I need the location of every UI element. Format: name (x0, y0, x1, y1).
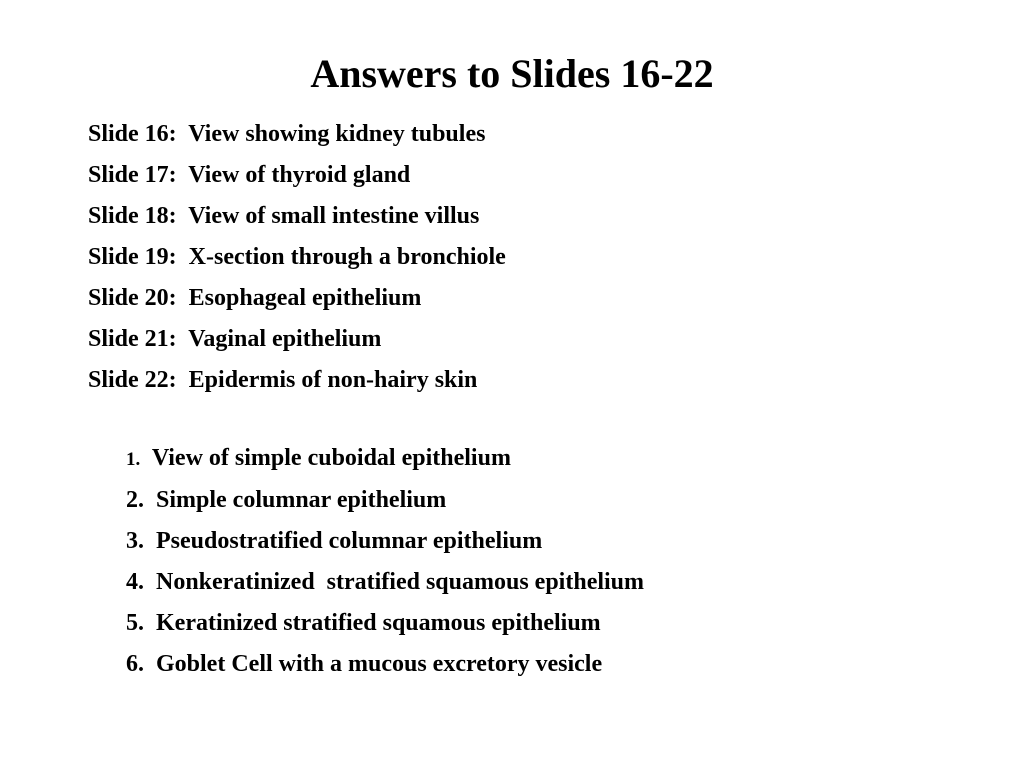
answer-item: Slide 19: X-section through a bronchiole (88, 244, 506, 270)
term-item (126, 562, 644, 603)
term-number: 4. (126, 569, 144, 595)
term-number: 1. (126, 449, 141, 470)
term-text: Goblet Cell with a mucous excretory vesicle (144, 651, 603, 677)
term-item (126, 438, 644, 480)
answer-item: Slide 18: View of small intestine villus (88, 203, 480, 229)
term-item (126, 644, 644, 685)
term-number: 2. (126, 487, 144, 513)
term-text: Simple columnar epithelium (144, 487, 447, 513)
term-text: Keratinized stratified squamous epithelium (144, 610, 601, 636)
term-item (126, 603, 644, 644)
term-item (126, 480, 644, 521)
slide-title: Answers to Slides 16-22 (310, 51, 714, 96)
term-text: Pseudostratified columnar epithelium (144, 528, 543, 554)
answer-item: Slide 22: Epidermis of non-hairy skin (88, 367, 478, 393)
answers-list (88, 114, 506, 401)
term-number: 5. (126, 610, 144, 636)
answer-item: Slide 17: View of thyroid gland (88, 162, 411, 188)
term-number: 6. (126, 651, 144, 677)
term-item (126, 521, 644, 562)
answer-item: Slide 20: Esophageal epithelium (88, 285, 422, 311)
term-number: 3. (126, 528, 144, 554)
answer-item: Slide 16: View showing kidney tubules (88, 121, 486, 147)
term-text: Nonkeratinized stratified squamous epithelium (144, 569, 645, 595)
terms-list (126, 438, 644, 685)
term-text: View of simple cuboidal epithelium (140, 445, 511, 471)
answer-item: Slide 21: Vaginal epithelium (88, 326, 382, 352)
